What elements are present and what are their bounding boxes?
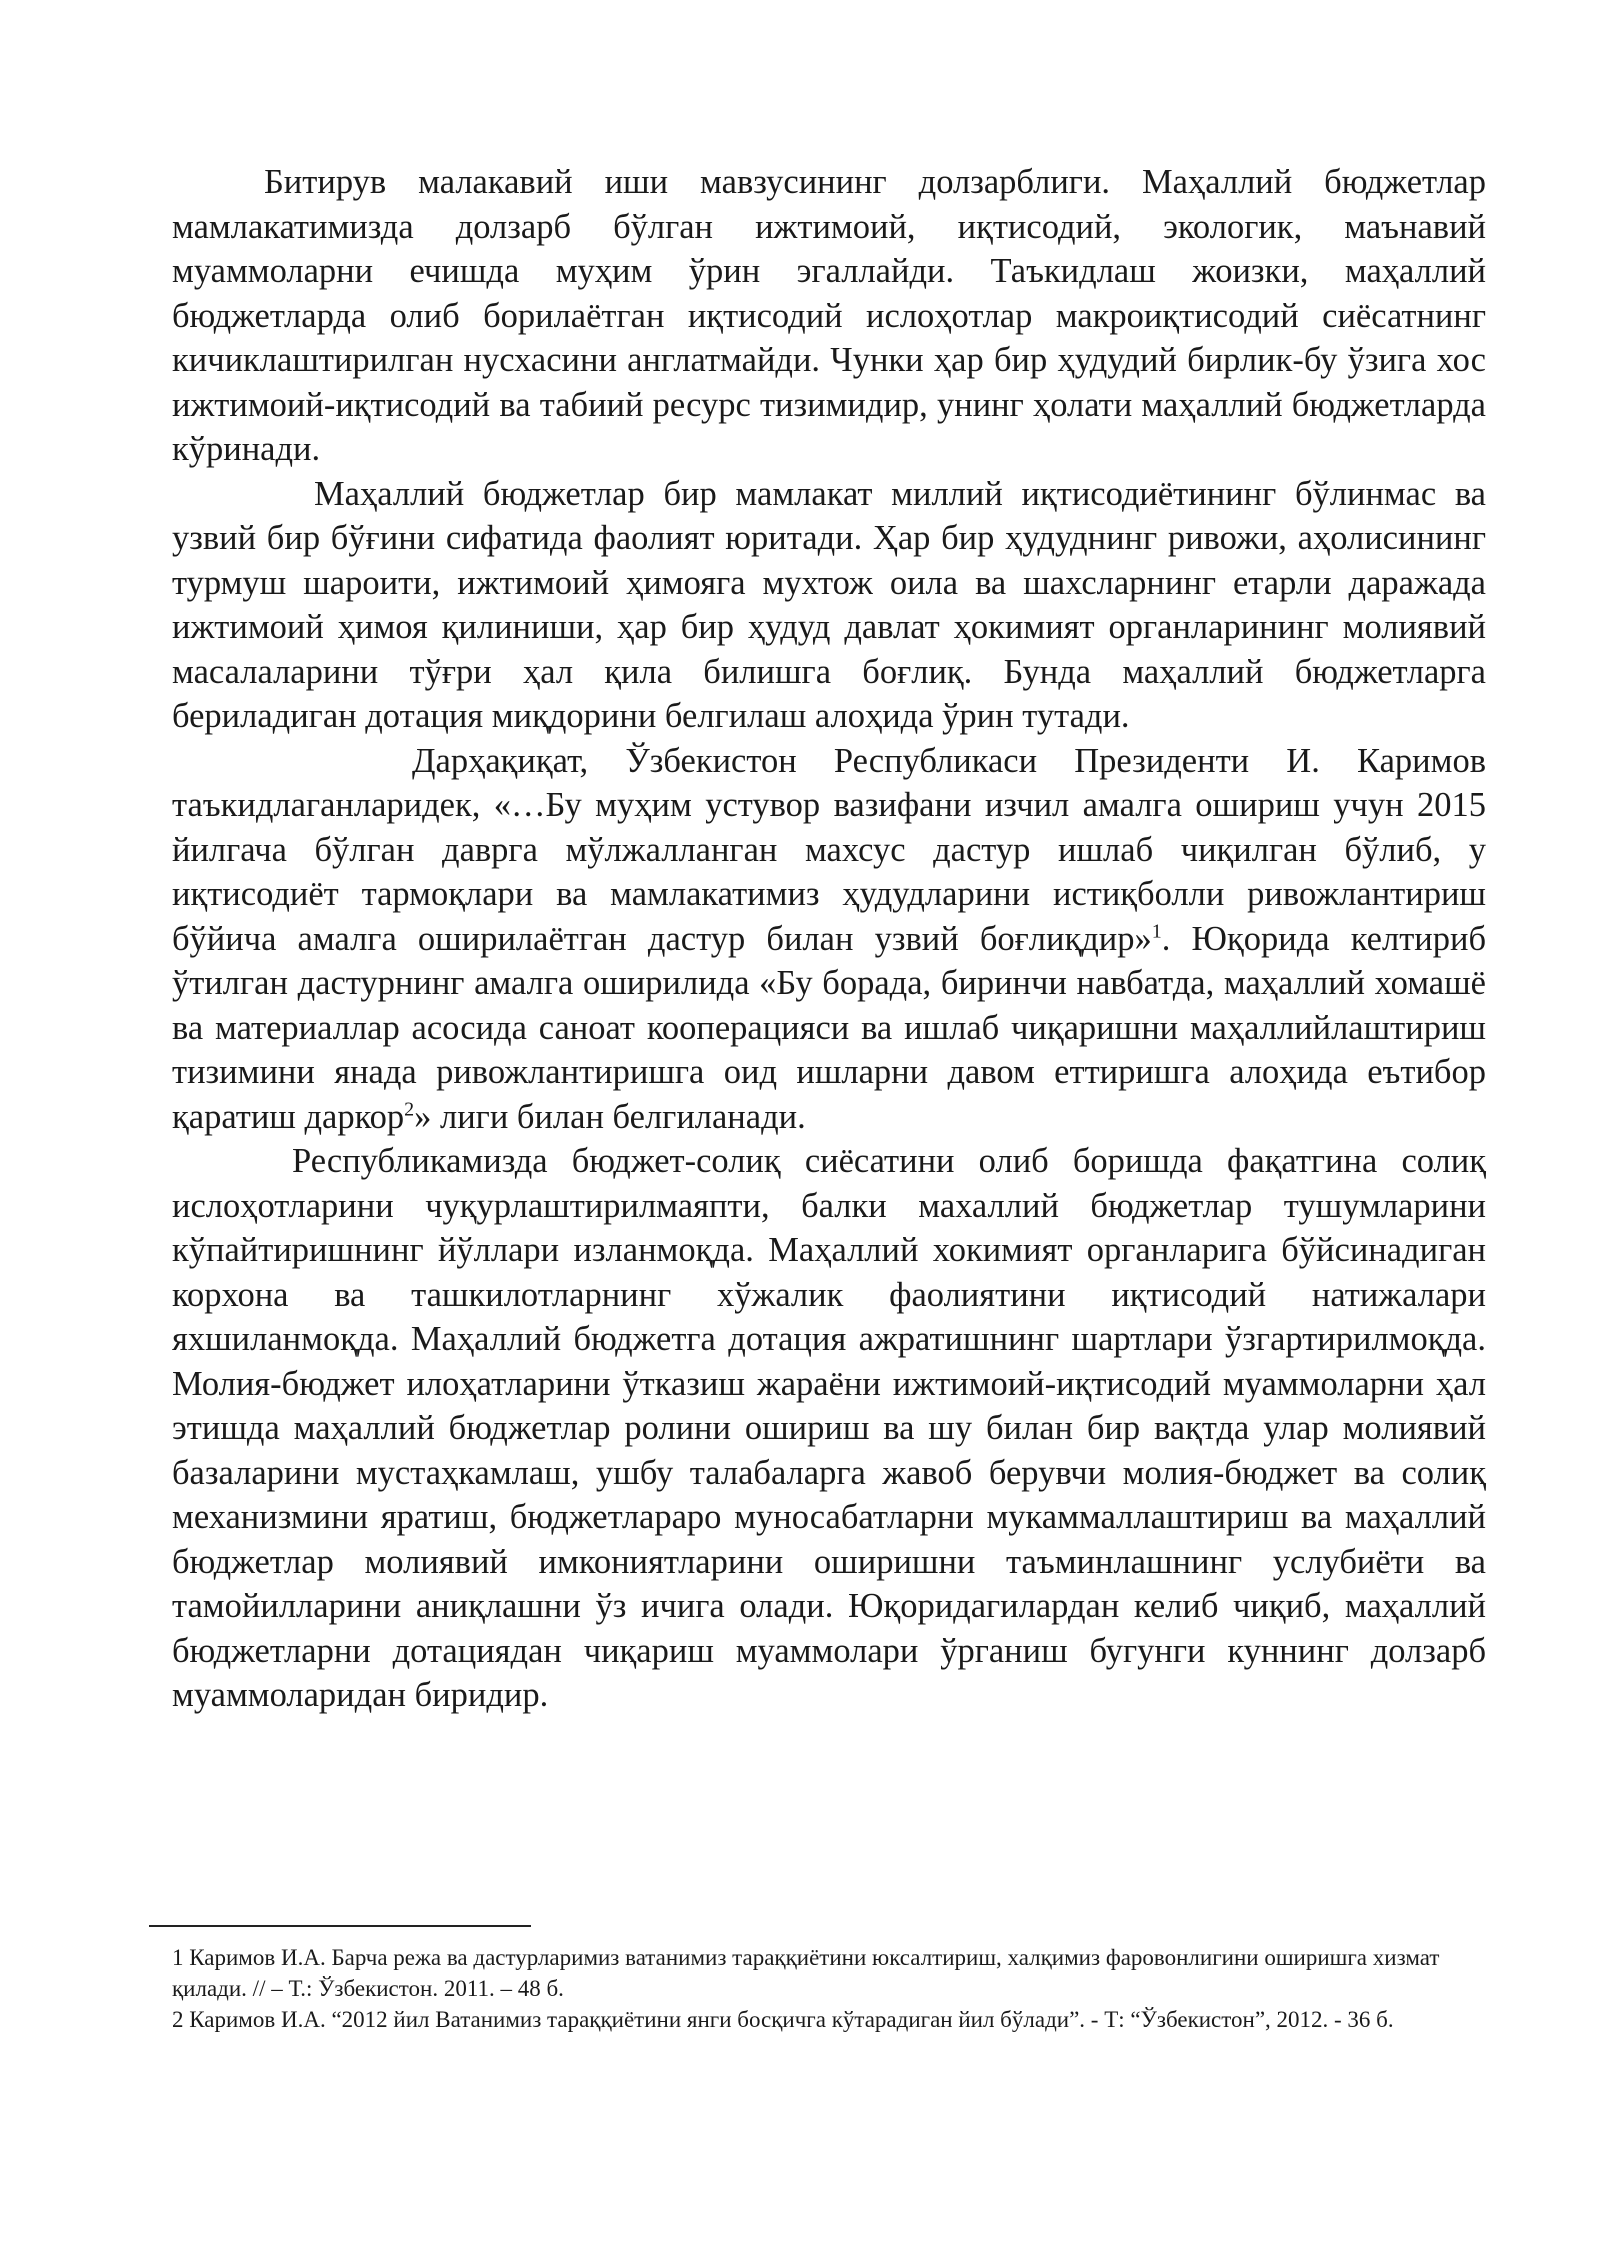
footnote-2: 2 Каримов И.А. “2012 йил Ватанимиз тараққиётини янги босқичга кўтарадиган йил бўлади”. - Т: “Ўзбекистон”, 2012. - 36 б. — [172, 2007, 1394, 2032]
footnote-separator — [149, 1925, 531, 1927]
paragraph-relevance: Битирув малакавий иши мавзусининг долзарблиги. Маҳаллий бюджетлар мамлакатимизда долзарб бўлган ижтимоий, иқтисодий, экологик, маънавий муаммоларни ечишда муҳим ўрин эгаллайди. Таъкидлаш жоизки, маҳаллий бюджетларда олиб борилаётган иқтисодий ислоҳотлар макроиқтисодий сиёсатнинг кичиклаштирилган нусхасини англатмайди. Чунки ҳар бир ҳудудий бирлик-бу ўзига хос ижтимоий-иқтисодий ва табиий ресурс тизимидир, унинг ҳолати маҳаллий бюджетларда кўринади. — [172, 163, 1486, 468]
footnote-ref-2[interactable]: 2 — [404, 1098, 415, 1120]
footnote-ref-1[interactable]: 1 — [1151, 920, 1162, 942]
quote-text-part-3: » лиги билан белгиланади. — [414, 1097, 806, 1136]
paragraph-president-quote — [172, 739, 1486, 1140]
document-body — [172, 160, 1486, 1718]
quote-text-part-1: Дарҳақиқат, Ўзбекистон Республикаси Президенти И. Каримов таъкидлаганларидек, «…Бу муҳим устувор вазифани изчил амалга ошириш учун 2015 йилгача бўлган даврга мўлжалланган махсус дастур ишлаб чиқилган бўлиб, у иқтисодиёт тармоқлари ва мамлакатимиз ҳудудларини истиқболли ривожлантириш бўйича амалга оширилаётган дастур билан узвий боғлиқдир» — [172, 741, 1486, 958]
footnote-1: 1 Каримов И.А. Барча режа ва дастурларимиз ватанимиз тараққиётини юксалтириш, халқимиз фаровонлигини оширишга хизмат қилади. // – Т.: Ўзбекистон. 2011. – 48 б. — [172, 1945, 1440, 2001]
paragraph-local-budgets: Маҳаллий бюджетлар бир мамлакат миллий иқтисодиётининг бўлинмас ва узвий бир бўғини сифатида фаолият юритади. Ҳар бир ҳудуднинг ривожи, аҳолисининг турмуш шароити, ижтимоий ҳимояга мухтож оила ва шахсларнинг етарли даражада ижтимоий ҳимоя қилиниши, ҳар бир ҳудуд давлат ҳокимият органларининг молиявий масалаларини тўғри ҳал қила билишга боғлиқ. Бунда маҳаллий бюджетларга бериладиган дотация миқдорини белгилаш алоҳида ўрин тутади. — [172, 474, 1486, 735]
footnotes — [172, 1942, 1492, 2035]
quote-text-part-2: . Юқорида келтириб ўтилган дастурнинг амалга оширилида «Бу борада, биринчи навбатда, маҳаллий хомашё ва материаллар асосида саноат кооперацияси ва ишлаб чиқаришни маҳаллийлаштириш тизимини янада ривожлантиришга оид ишларни давом еттиришга алоҳида еътибор қаратиш даркор — [172, 919, 1486, 1136]
paragraph-tax-policy: Республикамизда бюджет-солиқ сиёсатини олиб боришда фақатгина солиқ ислоҳотларини чуқурлаштирилмаяпти, балки махаллий бюджетлар тушумларини кўпайтиришнинг йўллари изланмоқда. Маҳаллий хокимият органларига бўйсинадиган корхона ва ташкилотларнинг хўжалик фаолиятини иқтисодий натижалари яхшиланмоқда. Маҳаллий бюджетга дотация ажратишнинг шартлари ўзгартирилмоқда. Молия-бюджет илоҳатларини ўтказиш жараёни ижтимоий-иқтисодий муаммоларни ҳал этишда маҳаллий бюджетлар ролини ошириш ва шу билан бир вақтда улар молиявий базаларини мустаҳкамлаш, ушбу талабаларга жавоб берувчи молия-бюджет ва солиқ механизмини яратиш, бюджетлараро муносабатларни мукаммаллаштириш ва маҳаллий бюджетлар молиявий имкониятларини оширишни таъминлашнинг услубиёти ва тамойилларини аниқлашни ўз ичига олади. Юқоридагилардан келиб чиқиб, маҳаллий бюджетларни дотациядан чиқариш муаммолари ўрганиш бугунги куннинг долзарб муаммоларидан биридир. — [172, 1142, 1486, 1714]
